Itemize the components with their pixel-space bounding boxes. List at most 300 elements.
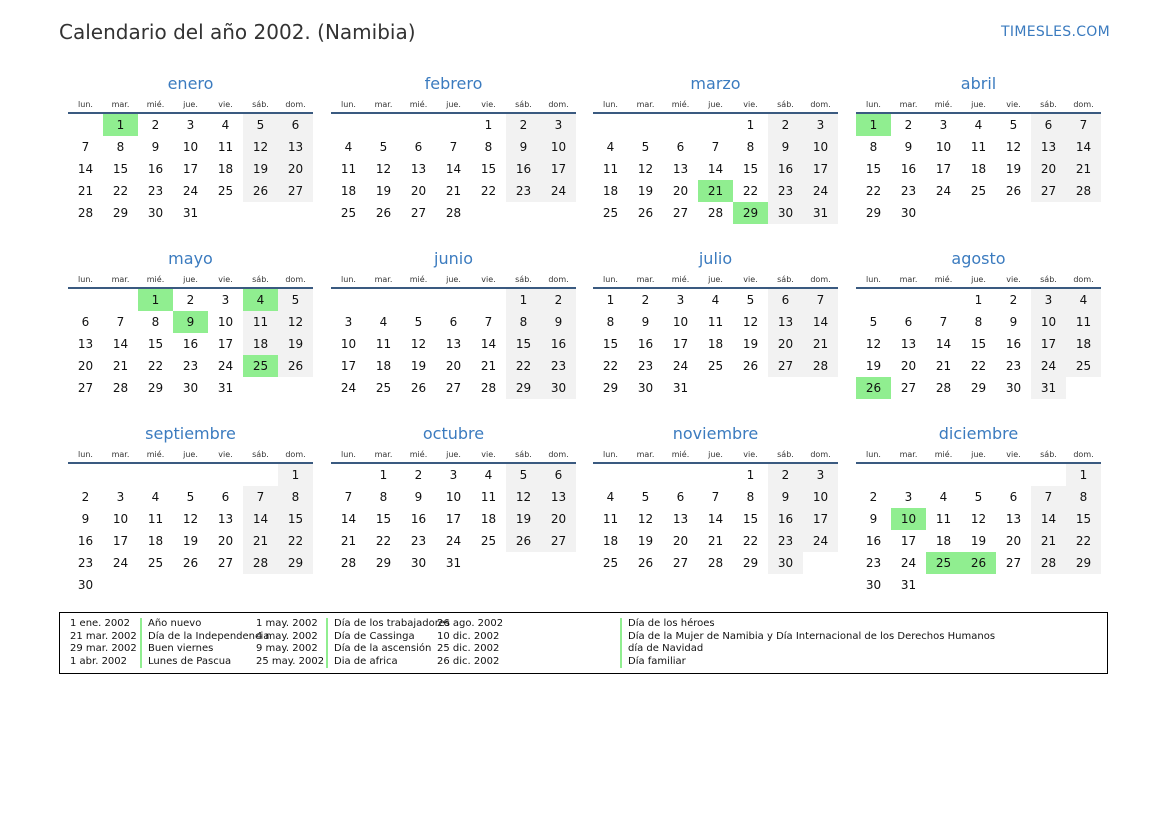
day-cell: 27 [278,180,313,202]
day-cell: 24 [803,530,838,552]
holiday-date: 25 dic. 2002 [437,643,500,654]
day-cell: 29 [506,377,541,399]
day-cell: 10 [445,490,462,504]
day-cell: 26 [375,206,392,220]
day-cell: 27 [672,206,689,220]
week-row [593,113,838,136]
month-name: marzo [690,74,741,93]
empty-cell [926,288,961,311]
day-cell: 12 [637,512,654,526]
holiday-date: 10 dic. 2002 [437,630,500,642]
day-cell: 5 [1009,118,1018,132]
weekday-header: mar. [103,98,138,113]
day-cell: 13 [1005,512,1022,526]
day-cell: 18 [480,512,497,526]
day-cell: 3 [541,113,576,136]
week-row [68,180,313,202]
weekday-header: sáb. [243,273,278,288]
day-cell: 31 [900,578,917,592]
holiday-name: Buen viernes [140,643,213,656]
day-cell: 17 [900,534,917,548]
empty-cell [208,463,243,486]
empty-cell [68,463,103,486]
week-row [331,486,576,508]
day-cell: 16 [77,534,94,548]
day-cell: 17 [935,162,952,176]
weekday-header: lun. [68,273,103,288]
empty-cell [1031,202,1066,224]
week-row [593,136,838,158]
day-cell: 9 [869,512,878,526]
day-cell: 19 [742,337,759,351]
week-row [68,508,313,530]
day-cell: 9 [151,140,160,154]
day-cell: 20 [768,333,803,355]
day-cell: 18 [243,333,278,355]
day-cell: 2 [768,113,803,136]
empty-cell [891,288,926,311]
weekday-header: mié. [663,98,698,113]
day-cell: 6 [414,140,423,154]
holiday-name: día de Navidad [620,643,703,656]
day-cell: 19 [865,359,882,373]
empty-cell [138,574,173,596]
day-cell: 20 [672,184,689,198]
day-cell: 28 [243,552,278,574]
weekday-header: mar. [366,273,401,288]
day-cell: 3 [904,490,913,504]
empty-cell [68,113,103,136]
day-cell: 22 [1066,530,1101,552]
day-cell: 7 [81,140,90,154]
day-cell: 30 [182,381,199,395]
day-cell: 8 [506,311,541,333]
month-name: septiembre [145,424,236,443]
day-cell: 19 [278,333,313,355]
day-cell: 30 [410,556,427,570]
day-cell: 8 [1066,486,1101,508]
week-row [593,180,838,202]
empty-cell [278,202,313,224]
weekday-header: mié. [401,98,436,113]
day-cell: 9 [81,512,90,526]
weekday-header: jue. [436,273,471,288]
weekday-header: mar. [891,98,926,113]
week-row [68,377,313,399]
day-cell: 18 [707,337,724,351]
week-row [68,530,313,552]
day-cell: 15 [278,508,313,530]
month-octubre [331,424,576,574]
week-row [331,113,576,136]
day-cell: 31 [217,381,234,395]
day-cell: 2 [904,118,913,132]
day-cell: 5 [506,463,541,486]
day-cell: 31 [1031,377,1066,399]
day-cell: 3 [449,468,458,482]
weekday-header: sáb. [243,98,278,113]
day-cell: 13 [672,162,689,176]
day-cell: 22 [506,355,541,377]
day-cell: 5 [379,140,388,154]
site-link[interactable]: TIMESLES.COM [1001,24,1110,40]
day-cell: 23 [1005,359,1022,373]
day-cell: 19 [506,508,541,530]
weekday-header: mar. [366,448,401,463]
weekday-header: sáb. [768,448,803,463]
week-row [856,113,1101,136]
day-cell: 14 [77,162,94,176]
empty-cell [1066,202,1101,224]
day-cell: 1 [1066,463,1101,486]
day-cell: 2 [81,490,90,504]
day-cell: 5 [243,113,278,136]
weekday-header: mar. [628,98,663,113]
day-cell: 1 [746,468,755,482]
empty-cell [541,552,576,574]
day-cell: 30 [1005,381,1022,395]
day-cell: 30 [768,552,803,574]
day-cell: 17 [672,337,689,351]
day-cell: 21 [1066,158,1101,180]
weekday-header: mié. [926,98,961,113]
day-cell: 29 [602,381,619,395]
weekday-header: mar. [103,273,138,288]
week-row [68,288,313,311]
day-cell: 30 [637,381,654,395]
holiday-name: Año nuevo [140,618,201,631]
day-cell: 8 [116,140,125,154]
weekday-header: sáb. [506,98,541,113]
empty-cell [663,113,698,136]
empty-cell [278,377,313,399]
day-cell: 26 [637,556,654,570]
holiday-name: Día de la ascensión [326,643,431,656]
empty-cell [331,288,366,311]
day-cell: 7 [344,490,353,504]
day-cell: 29 [112,206,129,220]
day-cell: 3 [803,463,838,486]
day-cell: 3 [344,315,353,329]
empty-cell [68,288,103,311]
day-cell: 13 [1031,136,1066,158]
month-diciembre [856,424,1101,596]
day-cell: 23 [865,556,882,570]
day-cell: 30 [541,377,576,399]
empty-cell [506,552,541,574]
weekday-header: lun. [593,273,628,288]
holiday-date: 21 mar. 2002 [70,630,137,642]
empty-cell [103,288,138,311]
day-cell: 27 [900,381,917,395]
day-cell: 31 [445,556,462,570]
empty-cell [698,463,733,486]
day-cell: 16 [637,337,654,351]
day-cell: 17 [541,158,576,180]
day-cell: 2 [186,293,195,307]
weekday-header: mié. [663,273,698,288]
day-cell: 21 [340,534,357,548]
day-cell: 19 [375,184,392,198]
weekday-header: vie. [471,273,506,288]
week-row [593,202,838,224]
week-row [856,288,1101,311]
empty-cell [471,552,506,574]
day-cell: 24 [445,534,462,548]
weekday-header: vie. [471,448,506,463]
day-cell: 1 [138,288,173,311]
empty-cell [331,463,366,486]
weekday-header: sáb. [506,448,541,463]
day-cell: 10 [217,315,234,329]
day-cell: 30 [900,206,917,220]
day-cell: 4 [151,490,160,504]
empty-cell [541,202,576,224]
day-cell: 9 [641,315,650,329]
month-name: mayo [168,249,213,268]
empty-cell [103,463,138,486]
day-cell: 28 [707,556,724,570]
day-cell: 29 [1066,552,1101,574]
week-row [68,355,313,377]
day-cell: 1 [606,293,615,307]
holiday-name: Día de los héroes [620,618,715,631]
day-cell: 27 [768,355,803,377]
day-cell: 23 [182,359,199,373]
day-cell: 4 [1066,288,1101,311]
day-cell: 28 [445,206,462,220]
day-cell: 21 [480,359,497,373]
day-cell: 26 [856,377,891,399]
weekday-header: jue. [436,98,471,113]
day-cell: 26 [182,556,199,570]
empty-cell [436,113,471,136]
weekday-header: mar. [891,273,926,288]
day-cell: 12 [970,512,987,526]
holiday-legend [59,612,1108,674]
day-cell: 11 [480,490,497,504]
weekday-header: sáb. [768,273,803,288]
empty-cell [698,113,733,136]
day-cell: 24 [182,184,199,198]
week-row [856,463,1101,486]
day-cell: 9 [768,136,803,158]
day-cell: 4 [379,315,388,329]
day-cell: 21 [445,184,462,198]
day-cell: 15 [112,162,129,176]
empty-cell [436,288,471,311]
day-cell: 25 [1066,355,1101,377]
holiday-name: Día de la Independencia [140,631,269,644]
day-cell: 12 [1005,140,1022,154]
month-name: febrero [424,74,483,93]
day-cell: 22 [278,530,313,552]
day-cell: 11 [340,162,357,176]
day-cell: 11 [707,315,724,329]
day-cell: 26 [637,206,654,220]
day-cell: 27 [77,381,94,395]
empty-cell [856,288,891,311]
day-cell: 21 [698,180,733,202]
day-cell: 2 [414,468,423,482]
day-cell: 8 [151,315,160,329]
weekday-header: sáb. [1031,448,1066,463]
day-cell: 16 [541,333,576,355]
day-cell: 4 [939,490,948,504]
week-row [593,311,838,333]
day-cell: 17 [803,158,838,180]
day-cell: 6 [1031,113,1066,136]
week-row [68,574,313,596]
day-cell: 16 [182,337,199,351]
day-cell: 4 [344,140,353,154]
day-cell: 2 [541,288,576,311]
week-row [593,530,838,552]
weekday-header: dom. [541,273,576,288]
day-cell: 7 [711,140,720,154]
day-cell: 19 [182,534,199,548]
day-cell: 14 [480,337,497,351]
weekday-header: lun. [593,98,628,113]
day-cell: 20 [278,158,313,180]
day-cell: 22 [602,359,619,373]
week-row [68,158,313,180]
day-cell: 10 [891,508,926,530]
day-cell: 8 [974,315,983,329]
day-cell: 2 [869,490,878,504]
empty-cell [593,463,628,486]
day-cell: 9 [541,311,576,333]
day-cell: 19 [970,534,987,548]
day-cell: 1 [746,118,755,132]
day-cell: 8 [484,140,493,154]
day-cell: 21 [243,530,278,552]
day-cell: 7 [939,315,948,329]
day-cell: 21 [1031,530,1066,552]
day-cell: 28 [707,206,724,220]
week-row [68,136,313,158]
weekday-header: lun. [856,448,891,463]
day-cell: 16 [147,162,164,176]
month-enero [68,74,313,224]
day-cell: 22 [147,359,164,373]
day-cell: 21 [803,333,838,355]
weekday-header: lun. [856,273,891,288]
day-cell: 1 [103,113,138,136]
empty-cell [243,463,278,486]
day-cell: 26 [278,355,313,377]
month-marzo [593,74,838,224]
day-cell: 30 [147,206,164,220]
day-cell: 13 [541,486,576,508]
week-row [331,202,576,224]
weekday-header: vie. [996,448,1031,463]
day-cell: 4 [606,140,615,154]
day-cell: 1 [379,468,388,482]
empty-cell [926,202,961,224]
day-cell: 22 [742,534,759,548]
day-cell: 16 [768,508,803,530]
holiday-name: Día familiar [620,656,686,669]
day-cell: 2 [641,293,650,307]
day-cell: 1 [484,118,493,132]
day-cell: 17 [1031,333,1066,355]
day-cell: 3 [186,118,195,132]
holiday-date: 26 dic. 2002 [437,655,500,667]
day-cell: 20 [541,508,576,530]
day-cell: 5 [641,140,650,154]
week-row [68,552,313,574]
day-cell: 22 [375,534,392,548]
week-row [856,552,1101,574]
day-cell: 18 [602,184,619,198]
month-junio [331,249,576,399]
day-cell: 24 [112,556,129,570]
week-row [856,333,1101,355]
week-row [856,355,1101,377]
empty-cell [926,463,961,486]
day-cell: 23 [768,180,803,202]
weekday-header: jue. [961,273,996,288]
day-cell: 25 [707,359,724,373]
week-row [593,377,838,399]
day-cell: 15 [1066,508,1101,530]
day-cell: 15 [375,512,392,526]
day-cell: 9 [1009,315,1018,329]
day-cell: 22 [742,184,759,198]
day-cell: 23 [541,355,576,377]
week-row [331,463,576,486]
weekday-header: dom. [278,98,313,113]
empty-cell [803,552,838,574]
empty-cell [401,288,436,311]
day-cell: 23 [77,556,94,570]
day-cell: 3 [803,113,838,136]
day-cell: 20 [410,184,427,198]
day-cell: 14 [1031,508,1066,530]
day-cell: 17 [112,534,129,548]
day-cell: 16 [1005,337,1022,351]
day-cell: 3 [221,293,230,307]
week-row [331,333,576,355]
weekday-header: vie. [471,98,506,113]
empty-cell [1066,574,1101,596]
day-cell: 30 [865,578,882,592]
weekday-header: mié. [138,98,173,113]
day-cell: 8 [869,140,878,154]
weekday-header: dom. [1066,98,1101,113]
month-febrero [331,74,576,224]
week-row [593,508,838,530]
week-row [331,180,576,202]
week-row [331,530,576,552]
week-row [856,574,1101,596]
day-cell: 2 [768,463,803,486]
day-cell: 21 [935,359,952,373]
day-cell: 28 [77,206,94,220]
day-cell: 10 [541,136,576,158]
holiday-date: 1 ene. 2002 [70,618,130,629]
day-cell: 28 [803,355,838,377]
day-cell: 14 [935,337,952,351]
day-cell: 5 [869,315,878,329]
weekday-header: mar. [628,448,663,463]
month-abril [856,74,1101,224]
day-cell: 16 [410,512,427,526]
day-cell: 3 [1031,288,1066,311]
weekday-header: vie. [733,273,768,288]
weekday-header: mié. [138,273,173,288]
